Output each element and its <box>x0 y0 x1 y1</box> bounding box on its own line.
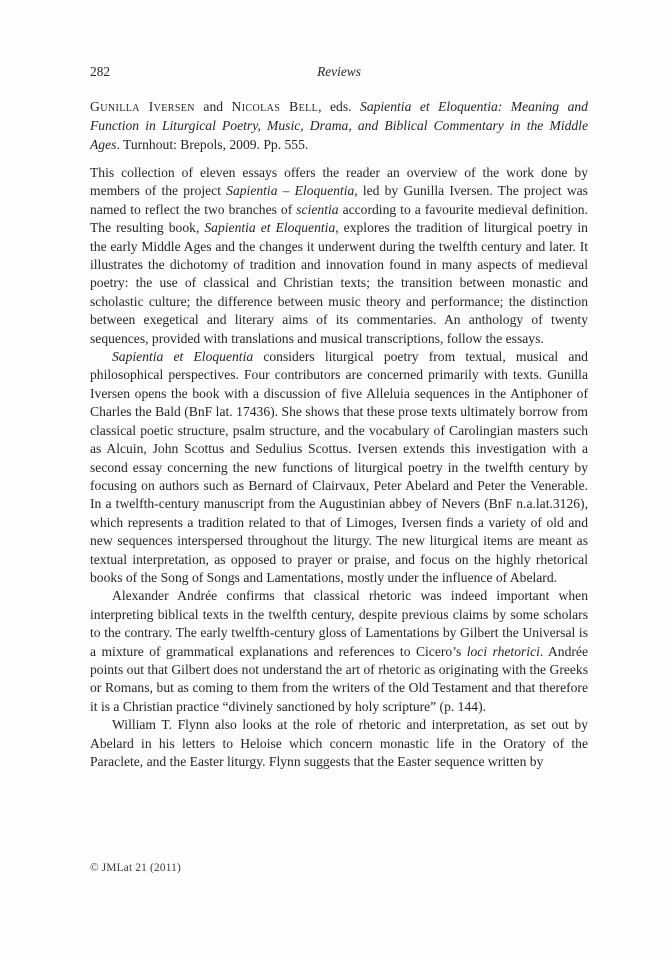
italic-run: loci rhetorici <box>466 643 540 659</box>
text-run: explores the tradition of liturgical poetry in the early Middle Ages and the changes it underwent during the twelfth century and later. It illustrates the dichotomy of tradition and innovation found in many aspects of medieval poetry: the use of classical and Christian texts; the transition between monastic and scholastic culture; the difference between music theory and performance; the distinction between exegetical and literary aims of its commentaries. An anthology of twenty sequences, provided with translations and musical transcriptions, follow the essays. <box>90 220 588 346</box>
italic-run: scientia <box>296 201 339 217</box>
italic-run: Sapientia et Eloquentia, <box>204 220 339 236</box>
text-run: led by Gunilla Iversen. The project was named to reflect the two branches of <box>90 183 588 217</box>
paragraph <box>90 164 588 348</box>
running-head <box>90 64 588 80</box>
page-number: 282 <box>90 64 111 79</box>
italic-run: Sapientia et Eloquentia: Meaning and Function in Liturgical Poetry, Music, Drama, and Biblical Commentary in the Middle Ages <box>90 99 588 152</box>
text-run: Alexander Andrée confirms that classical rhetoric was indeed important when interpreting biblical texts in the twelfth century, despite previous claims by some scholars to the contrary. The early twelfth-century gloss of Lamentations by Gilbert the Universal is a mixture of grammatical explanations and references to Cicero’s <box>90 588 588 659</box>
page-footer <box>90 862 181 874</box>
running-title: Reviews <box>317 64 361 79</box>
text-run: . Turnhout: Brepols, 2009. Pp. 555. <box>116 137 309 152</box>
review-body <box>90 164 588 771</box>
text-run: William T. Flynn also looks at the role of rhetoric and interpretation, as set out by Abelard in his letters to Heloise which concern monastic life in the Oratory of the Paraclete, and the Easter liturgy. Flynn suggests that the Easter sequence written by <box>90 717 588 769</box>
italic-run: Sapientia – Eloquentia, <box>226 183 358 199</box>
text-run: , eds. <box>318 99 361 114</box>
smallcaps-run: Nicolas Bell <box>231 99 319 114</box>
text-run: considers liturgical poetry from textual, musical and philosophical perspectives. Four contributors are concerned primarily with texts. Gunilla Iversen opens the book with a discussion of five Alleluia sequences in the Antiphoner of Charles the Bald (BnF lat. 17436). She shows that these prose texts ultimately borrow from classical poetic structure, psalm structure, and the vocabulary of Carolingian masters such as Alcuin, John Scottus and Sedulius Scottus. Iversen extends this investigation with a second essay concerning the new functions of liturgical poetry in the twelfth century by focusing on authors such as Bernard of Clairvaux, Peter Abelard and Peter the Venerable. In a twelfth-century manuscript from the Augustinian abbey of Nevers (BnF n.a.lat.3126), which represents a tradition related to that of Limoges, Iversen finds a variety of old and new sequences interspersed throughout the liturgy. The new liturgical items are meant as textual interpretation, as opposed to prayer or praise, and focus on the highly rhetorical books of the Song of Songs and Lamentations, mostly under the influence of Abelard. <box>90 349 588 585</box>
book-citation <box>90 97 588 154</box>
paragraph <box>90 348 588 587</box>
text-run: . Andrée points out that Gilbert does not understand the art of rhetoric as originating with the Greeks or Romans, but as coming to them from the writers of the Old Testament and that therefore it is a Christian practice “divinely sanctioned by holy scripture” (p. 144). <box>90 643 588 714</box>
italic-run: Sapientia et Eloquentia <box>112 349 254 365</box>
text-run: according to a favourite medieval definition. The resulting book, <box>90 201 588 236</box>
text-run: This collection of eleven essays offers the reader an overview of the work done by members of the project <box>90 165 588 199</box>
paragraph <box>90 587 588 716</box>
text-run: and <box>194 99 232 114</box>
copyright-line: © JMLat 21 (2011) <box>90 862 181 874</box>
smallcaps-run: Gunilla Iversen <box>90 99 195 114</box>
paragraph <box>90 716 588 771</box>
text-block <box>90 64 588 771</box>
